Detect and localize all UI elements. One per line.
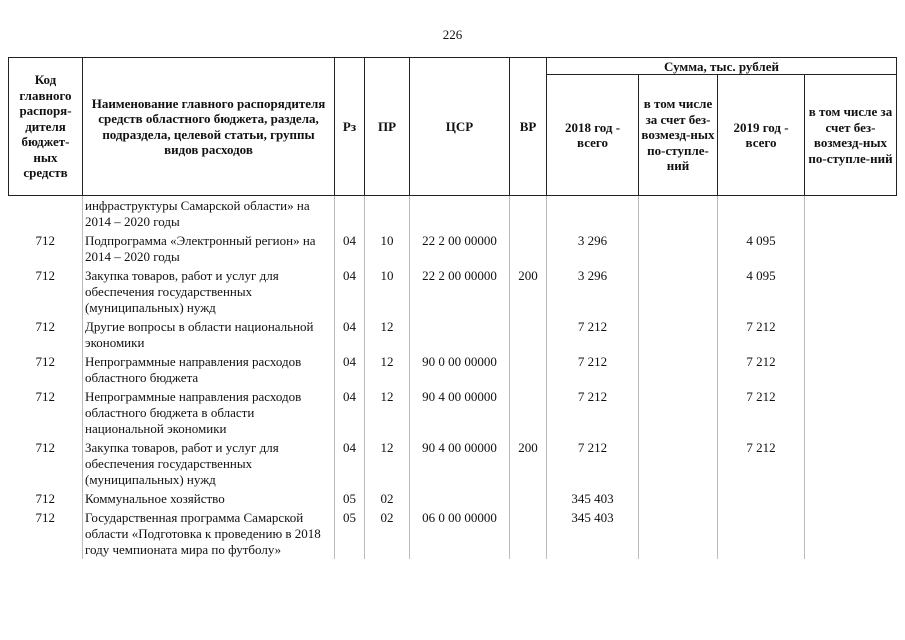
cell-2019-gratuitous <box>805 387 897 438</box>
cell-pr: 02 <box>365 508 410 559</box>
cell-rz: 04 <box>335 266 365 317</box>
cell-vr <box>510 196 547 232</box>
cell-name: Непрограммные направления расходов областного бюджета <box>83 352 335 387</box>
header-code: Код главного распоря-дителя бюджет-ных средств <box>9 58 83 196</box>
cell-pr: 10 <box>365 266 410 317</box>
header-pr: ПР <box>365 58 410 196</box>
cell-vr: 200 <box>510 438 547 489</box>
cell-code: 712 <box>9 317 83 352</box>
cell-vr <box>510 231 547 266</box>
table-body <box>9 196 897 560</box>
cell-vr <box>510 317 547 352</box>
cell-2018-total: 7 212 <box>547 387 639 438</box>
cell-2019-gratuitous <box>805 508 897 559</box>
cell-name: Непрограммные направления расходов областного бюджета в области национальной экономики <box>83 387 335 438</box>
cell-pr: 12 <box>365 438 410 489</box>
table-header <box>9 58 897 196</box>
cell-rz <box>335 196 365 232</box>
cell-name: Закупка товаров, работ и услуг для обеспечения государственных (муниципальных) нужд <box>83 266 335 317</box>
cell-2019-gratuitous <box>805 317 897 352</box>
cell-2019-total: 4 095 <box>718 266 805 317</box>
cell-rz: 04 <box>335 317 365 352</box>
cell-2019-gratuitous <box>805 266 897 317</box>
cell-2019-gratuitous <box>805 489 897 508</box>
cell-csr: 22 2 00 00000 <box>410 231 510 266</box>
cell-2019-total: 4 095 <box>718 231 805 266</box>
cell-2019-gratuitous <box>805 352 897 387</box>
cell-name: Подпрограмма «Электронный регион» на 2014 – 2020 годы <box>83 231 335 266</box>
cell-rz: 04 <box>335 352 365 387</box>
header-rz: Рз <box>335 58 365 196</box>
cell-vr: 200 <box>510 266 547 317</box>
cell-2018-total: 7 212 <box>547 438 639 489</box>
cell-csr: 90 4 00 00000 <box>410 438 510 489</box>
cell-rz: 05 <box>335 508 365 559</box>
cell-csr: 06 0 00 00000 <box>410 508 510 559</box>
table-row <box>9 508 897 559</box>
cell-code: 712 <box>9 508 83 559</box>
header-csr: ЦСР <box>410 58 510 196</box>
cell-pr: 10 <box>365 231 410 266</box>
cell-2018-gratuitous <box>639 438 718 489</box>
cell-name: Закупка товаров, работ и услуг для обеспечения государственных (муниципальных) нужд <box>83 438 335 489</box>
cell-2018-total: 7 212 <box>547 352 639 387</box>
cell-name: Государственная программа Самарской области «Подготовка к проведению в 2018 году чемпионата мира по футболу» <box>83 508 335 559</box>
cell-code <box>9 196 83 232</box>
cell-pr: 12 <box>365 352 410 387</box>
cell-pr <box>365 196 410 232</box>
cell-pr: 02 <box>365 489 410 508</box>
cell-pr: 12 <box>365 317 410 352</box>
cell-2018-total: 7 212 <box>547 317 639 352</box>
cell-code: 712 <box>9 489 83 508</box>
cell-vr <box>510 489 547 508</box>
header-vr: ВР <box>510 58 547 196</box>
cell-code: 712 <box>9 352 83 387</box>
cell-2019-gratuitous <box>805 196 897 232</box>
cell-2018-total: 345 403 <box>547 489 639 508</box>
cell-2019-gratuitous <box>805 438 897 489</box>
header-2019-gratuitous: в том числе за счет без-возмезд-ных по-ступле-ний <box>805 75 897 196</box>
cell-2018-gratuitous <box>639 387 718 438</box>
header-2018-total: 2018 год - всего <box>547 75 639 196</box>
cell-2018-total: 3 296 <box>547 231 639 266</box>
cell-rz: 04 <box>335 438 365 489</box>
cell-2018-gratuitous <box>639 266 718 317</box>
cell-name: инфраструктуры Самарской области» на 2014 – 2020 годы <box>83 196 335 232</box>
cell-2018-gratuitous <box>639 196 718 232</box>
header-sum: Сумма, тыс. рублей <box>547 58 897 75</box>
table-row <box>9 352 897 387</box>
cell-csr: 22 2 00 00000 <box>410 266 510 317</box>
table-row <box>9 266 897 317</box>
cell-csr: 90 0 00 00000 <box>410 352 510 387</box>
page-number: 226 <box>442 27 463 42</box>
cell-2018-gratuitous <box>639 489 718 508</box>
cell-2018-total <box>547 196 639 232</box>
cell-2019-total: 7 212 <box>718 317 805 352</box>
table-row <box>9 489 897 508</box>
cell-csr: 90 4 00 00000 <box>410 387 510 438</box>
cell-2018-gratuitous <box>639 352 718 387</box>
cell-2019-total: 7 212 <box>718 438 805 489</box>
cell-csr <box>410 489 510 508</box>
cell-vr <box>510 387 547 438</box>
table-row <box>9 196 897 232</box>
table-row <box>9 387 897 438</box>
cell-2019-total <box>718 489 805 508</box>
cell-vr <box>510 352 547 387</box>
cell-2019-total: 7 212 <box>718 387 805 438</box>
budget-table <box>8 57 897 559</box>
table-row <box>9 317 897 352</box>
cell-2019-gratuitous <box>805 231 897 266</box>
cell-2018-gratuitous <box>639 317 718 352</box>
cell-pr: 12 <box>365 387 410 438</box>
cell-code: 712 <box>9 266 83 317</box>
cell-code: 712 <box>9 231 83 266</box>
cell-2019-total <box>718 508 805 559</box>
cell-code: 712 <box>9 387 83 438</box>
table-row <box>9 438 897 489</box>
cell-name: Другие вопросы в области национальной экономики <box>83 317 335 352</box>
cell-2018-total: 345 403 <box>547 508 639 559</box>
header-name: Наименование главного распорядителя средств областного бюджета, раздела, подраздела, целевой статьи, группы видов расходов <box>83 58 335 196</box>
cell-2018-gratuitous <box>639 508 718 559</box>
cell-code: 712 <box>9 438 83 489</box>
cell-rz: 05 <box>335 489 365 508</box>
cell-2018-total: 3 296 <box>547 266 639 317</box>
header-2018-gratuitous: в том числе за счет без-возмезд-ных по-ступле-ний <box>639 75 718 196</box>
header-2019-total: 2019 год - всего <box>718 75 805 196</box>
cell-2019-total <box>718 196 805 232</box>
cell-2019-total: 7 212 <box>718 352 805 387</box>
cell-csr <box>410 317 510 352</box>
cell-rz: 04 <box>335 387 365 438</box>
cell-rz: 04 <box>335 231 365 266</box>
cell-vr <box>510 508 547 559</box>
cell-2018-gratuitous <box>639 231 718 266</box>
table-row <box>9 231 897 266</box>
cell-csr <box>410 196 510 232</box>
cell-name: Коммунальное хозяйство <box>83 489 335 508</box>
